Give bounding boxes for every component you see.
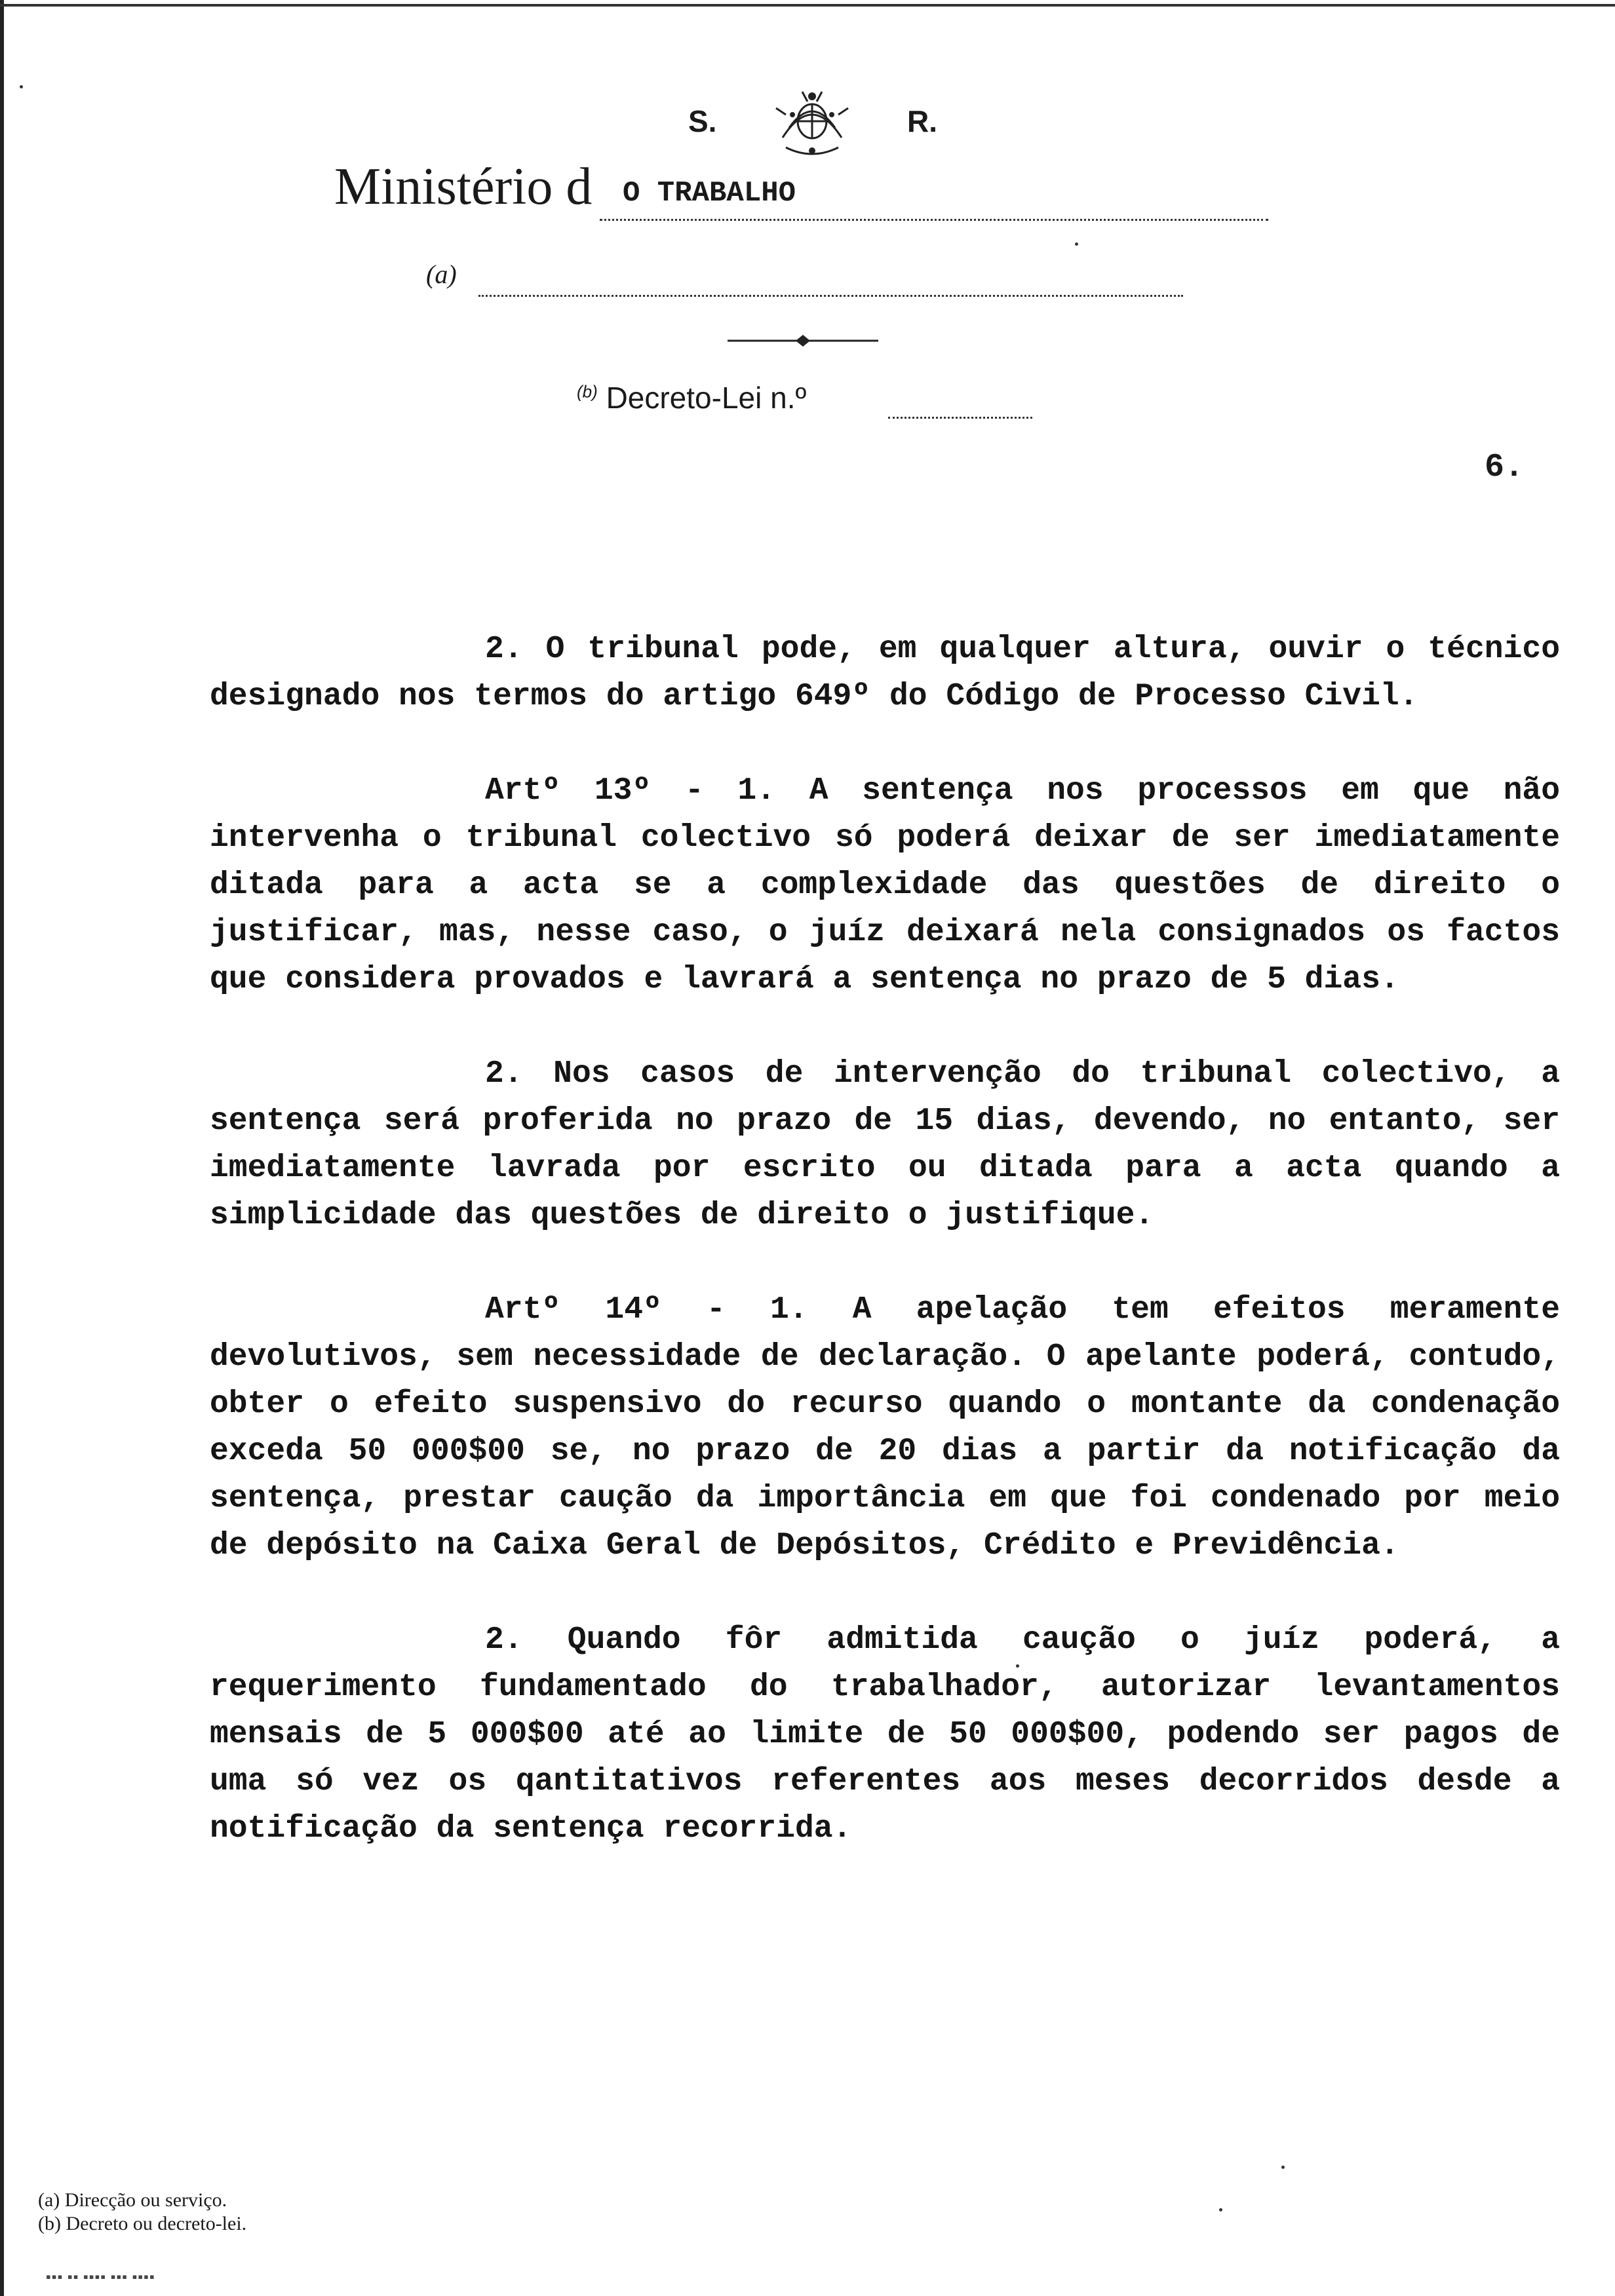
- scan-speck: [1219, 2208, 1222, 2211]
- ministerio-dotted-line: [600, 219, 1268, 221]
- scan-speck: [20, 85, 23, 88]
- decreto-line: [577, 380, 806, 415]
- footnote-a: (a) Direcção ou serviço.: [38, 2189, 227, 2211]
- document-body: [210, 626, 1560, 1900]
- direccao-dotted-line: [478, 295, 1183, 297]
- direccao-label: (a): [426, 259, 457, 289]
- scan-speck: [1281, 2166, 1285, 2169]
- paragraph-art14-1: Artº 14º - 1. A apelação tem efeitos meramente devolutivos, sem necessidade de declaração. O apelante poderá, contudo, obter o efeito suspensivo do recurso quando o montante da condenação exceda 50 000$00 se, no prazo de 20 dias a partir da notificação da sentença, prestar caução da importância em que foi condenado por meio de depósito na Caixa Geral de Depósitos, Crédito e Previdência.: [210, 1292, 1560, 1563]
- s-letter: S.: [688, 104, 717, 138]
- scan-speck: [1016, 1664, 1019, 1668]
- divider-ornament-icon: [728, 331, 878, 351]
- decreto-dotted-line: [888, 417, 1032, 419]
- r-letter: R.: [907, 104, 937, 138]
- sr-heading: [688, 82, 937, 161]
- page-number: 6.: [1485, 449, 1525, 486]
- paragraph-art14-2: 2. Quando fôr admitida caução o juíz poderá, a requerimento fundamentado do trabalhador, autorizar levantamentos mensais de 5 000$00 até ao limite de 50 000$00, podendo ser pagos de uma só vez os qantitativos referentes aos meses decorridos desde a notificação da sentença recorrida.: [210, 1622, 1560, 1846]
- paragraph-tribunal-tecnico: 2. O tribunal pode, em qualquer altura, ouvir o técnico designado nos termos do artigo 649º do Código de Processo Civil.: [210, 632, 1560, 714]
- paragraph-art13-2: 2. Nos casos de intervenção do tribunal colectivo, a sentença será proferida no prazo de 15 dias, devendo, no entanto, ser imediatamente lavrada por escrito ou ditada para a acta quando a simplicidade das questões de direito o justifique.: [210, 1056, 1560, 1233]
- coat-of-arms-icon: [763, 82, 861, 161]
- scan-speck: [1075, 242, 1078, 246]
- decreto-label: Decreto-Lei n.º: [606, 381, 807, 415]
- footnotes: [38, 2189, 246, 2236]
- letterhead: [0, 0, 1615, 524]
- printer-code-smudge: ▪▪▪ ▪▪ ▪▪▪▪ ▪▪▪ ▪▪▪▪: [46, 2268, 155, 2285]
- ministerio-label: Ministério d: [334, 158, 593, 216]
- decreto-footnote-marker: (b): [577, 381, 598, 402]
- ministerio-value: O TRABALHO: [623, 177, 796, 210]
- paragraph-art13-1: Artº 13º - 1. A sentença nos processos em que não intervenha o tribunal colectivo só poderá deixar de ser imediatamente ditada para a acta se a complexidade das questões de direito o justificar, mas, nesse caso, o juíz deixará nela consignados os factos que considera provados e lavrará a sentença no prazo de 5 dias.: [210, 773, 1560, 997]
- footnote-b: (b) Decreto ou decreto-lei.: [38, 2213, 247, 2234]
- ministerio-line: [334, 157, 796, 217]
